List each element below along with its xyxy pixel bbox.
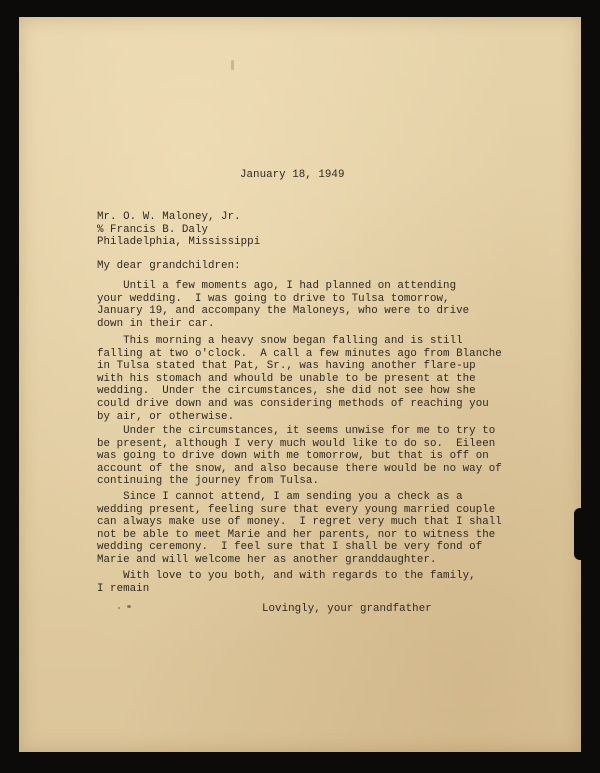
paragraph-line: can always make use of money. I regret very much that I shall	[97, 516, 502, 529]
paragraph-5	[97, 570, 476, 595]
recipient-address	[97, 211, 260, 249]
paragraph-line: by air, or otherwise.	[97, 410, 235, 423]
paragraph-line: could drive down and was considering methods of reaching you	[97, 397, 489, 410]
ink-speck	[127, 605, 131, 608]
paragraph-line: with his stomach and whould be unable to be present at the	[97, 372, 476, 385]
paragraph-line: wedding. Under the circumstances, she did not see how she	[97, 385, 476, 398]
salutation: My dear grandchildren:	[97, 260, 241, 272]
paragraph-line: This morning a heavy snow began falling and is still	[97, 335, 463, 347]
page-edge-notch	[574, 508, 586, 560]
paragraph-line: Under the circumstances, it seems unwise for me to try to	[97, 425, 496, 437]
paragraph-line: I remain	[97, 582, 150, 595]
letter-date: January 18, 1949	[240, 169, 345, 181]
paragraph-line: in Tulsa stated that Pat, Sr., was having another flare-up	[97, 360, 476, 373]
closing: Lovingly, your grandfather	[262, 603, 432, 615]
paragraph-2	[97, 335, 502, 423]
paragraph-line: Until a few moments ago, I had planned on attending	[97, 280, 457, 292]
address-line: Philadelphia, Mississippi	[97, 236, 261, 249]
paper-mark	[231, 60, 234, 70]
paragraph-line: January 19, and accompany the Maloneys, who were to drive	[97, 305, 470, 318]
paragraph-4	[97, 491, 502, 567]
paragraph-3	[97, 425, 502, 488]
paragraph-line: down in their car.	[97, 317, 215, 330]
paragraph-line: was going to drive down with me tomorrow, but that is off on	[97, 450, 489, 463]
paragraph-1	[97, 280, 469, 330]
ink-speck	[118, 607, 120, 609]
paragraph-line: Marie and will welcome her as another granddaughter.	[97, 553, 437, 566]
paragraph-line: continuing the journey from Tulsa.	[97, 475, 319, 488]
paragraph-line: not be able to meet Marie and her parents, nor to witness the	[97, 528, 496, 541]
paragraph-line: account of the snow, and also because there would be no way of	[97, 462, 502, 475]
address-line: % Francis B. Daly	[97, 223, 208, 236]
paragraph-line: Since I cannot attend, I am sending you a check as a	[97, 491, 463, 503]
paragraph-line: your wedding. I was going to drive to Tulsa tomorrow,	[97, 292, 450, 305]
paragraph-line: wedding ceremony. I feel sure that I shall be very fond of	[97, 541, 483, 554]
paragraph-line: be present, although I very much would like to do so. Eileen	[97, 437, 496, 450]
paragraph-line: falling at two o'clock. A call a few minutes ago from Blanche	[97, 347, 502, 360]
paragraph-line: With love to you both, and with regards to the family,	[97, 570, 476, 582]
address-line: Mr. O. W. Maloney, Jr.	[97, 211, 241, 223]
paragraph-line: wedding present, feeling sure that every young married couple	[97, 503, 496, 516]
